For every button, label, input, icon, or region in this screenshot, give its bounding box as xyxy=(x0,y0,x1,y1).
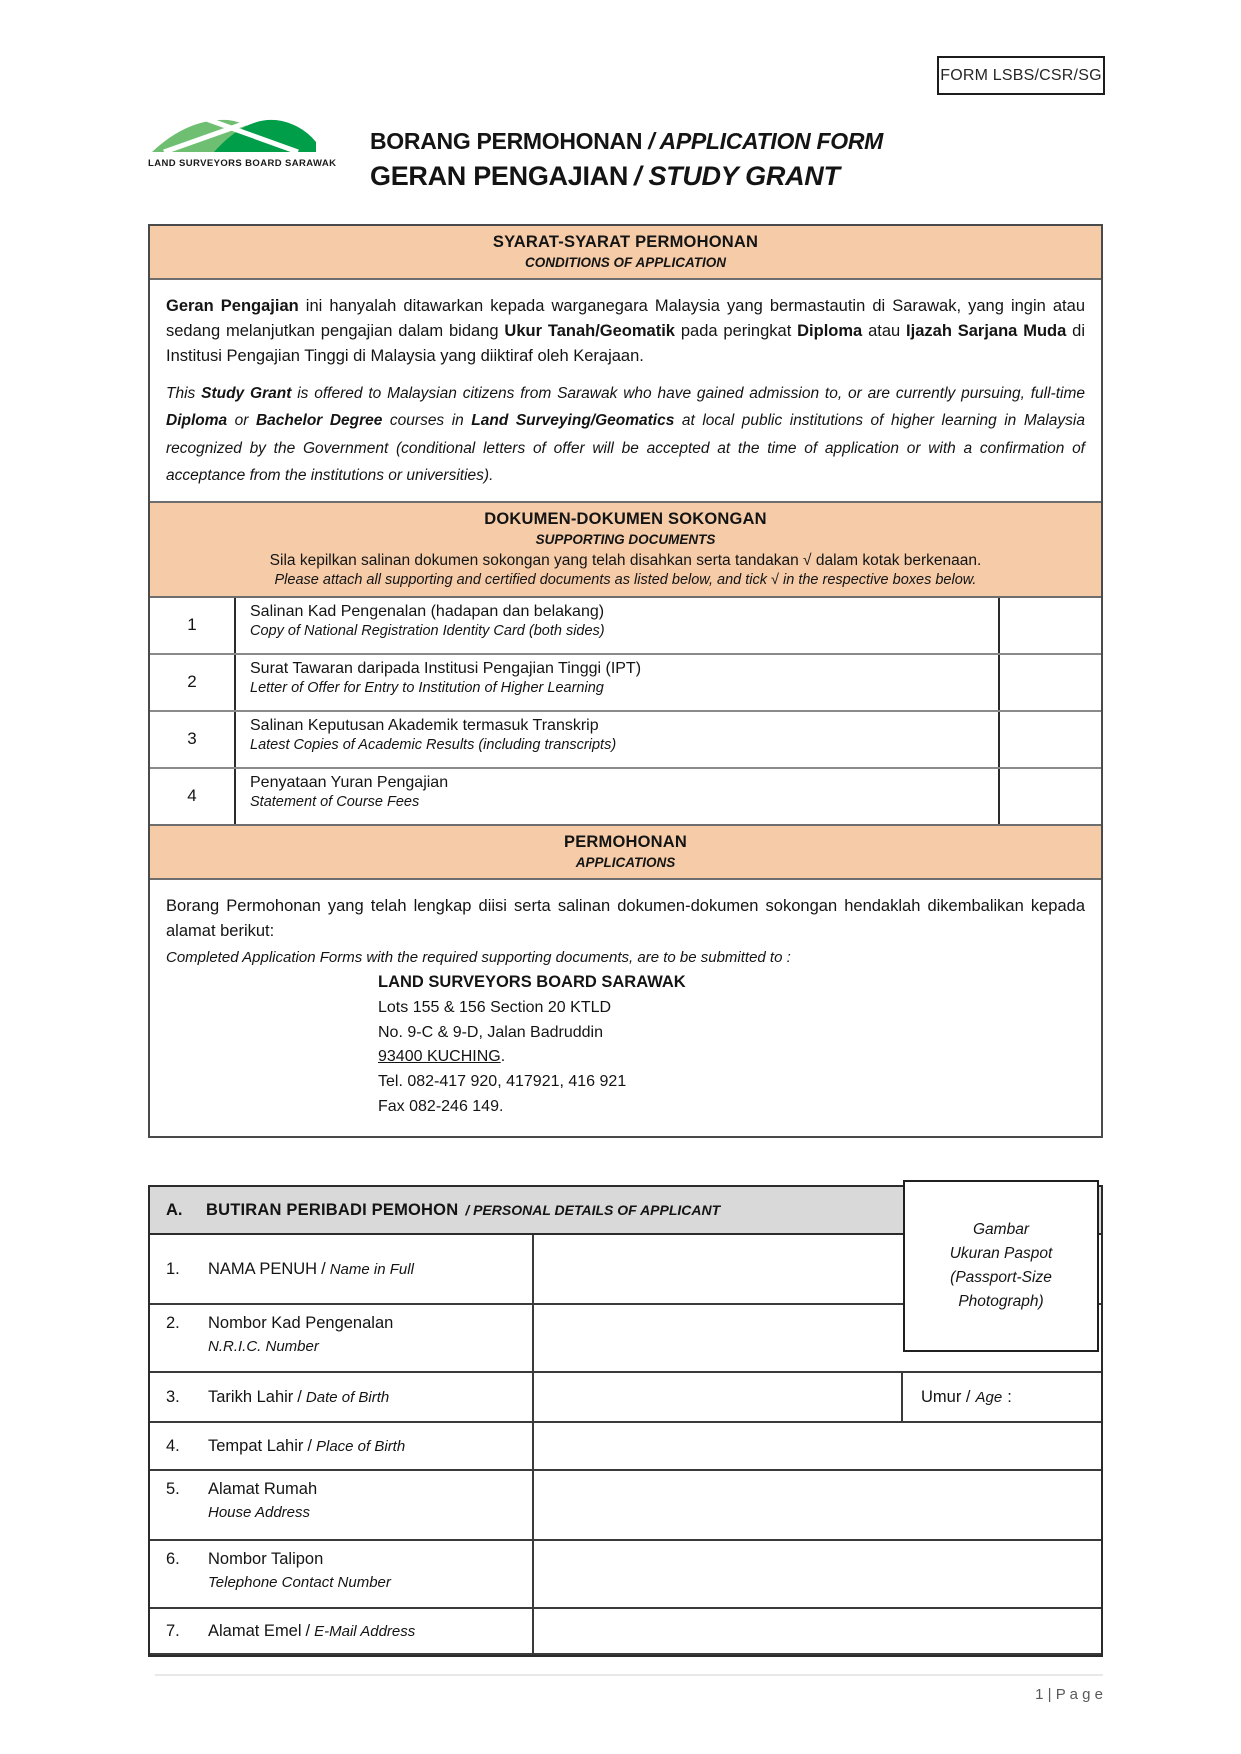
field-number: 7. xyxy=(166,1621,180,1640)
document-header xyxy=(148,110,883,192)
field-row-telephone xyxy=(150,1541,1101,1609)
house-address-input-cell[interactable] xyxy=(534,1471,1101,1539)
tick-box-1[interactable] xyxy=(1000,598,1101,653)
title-ms-1: BORANG PERMOHONAN xyxy=(370,128,643,154)
field-number: 4. xyxy=(166,1436,180,1455)
tick-box-3[interactable] xyxy=(1000,712,1101,767)
field-label xyxy=(150,1235,534,1303)
tick-box-2[interactable] xyxy=(1000,655,1101,710)
field-number: 5. xyxy=(166,1480,180,1498)
field-number: 1. xyxy=(166,1259,180,1278)
field-row-house-address xyxy=(150,1471,1101,1541)
applications-paragraph-ms: Borang Permohonan yang telah lengkap diisi serta salinan dokumen-dokumen sokongan hendaklah dikembalikan kepada alamat berikut: xyxy=(166,896,1085,940)
age-label-ms: Umur / xyxy=(921,1387,971,1406)
dob-input-cell[interactable] xyxy=(534,1373,903,1421)
documents-instruction-ms: Sila kepilkan salinan dokumen sokongan yang telah disahkan serta tandakan √ dalam kotak berkenaan. xyxy=(269,551,982,569)
field-text: Nombor Talipon Telephone Contact Number xyxy=(208,1550,391,1591)
documents-instruction-en: Please attach all supporting and certified documents as listed below, and tick √ in the respective boxes below. xyxy=(274,571,977,588)
section-letter: A. xyxy=(166,1200,183,1219)
telephone-input-cell[interactable] xyxy=(534,1541,1101,1607)
document-row-3 xyxy=(150,712,1101,769)
address-line-2: No. 9-C & 9-D, Jalan Badruddin xyxy=(378,1023,603,1041)
field-label xyxy=(150,1373,534,1421)
submission-address xyxy=(378,970,1085,1120)
board-logo xyxy=(148,110,337,169)
field-number: 3. xyxy=(166,1387,180,1406)
conditions-paragraph-en: This Study Grant is offered to Malaysian citizens from Sarawak who have gained admission to, or are currently pursuing, full-time Diploma or Bachelor Degree courses in Land Surveying/Geomatics at local public institutions of higher learning in Malaysia recognized by the Government (conditional letters of offer will be accepted at the time of application or with a confirmation of acceptance from the institutions or universities). xyxy=(166,385,1085,484)
photo-box-line: Photograph) xyxy=(958,1293,1044,1311)
conditions-title-en: CONDITIONS OF APPLICATION xyxy=(525,255,726,270)
field-text: NAMA PENUH / Name in Full xyxy=(208,1259,414,1278)
field-text: Tarikh Lahir / Date of Birth xyxy=(208,1387,390,1406)
conditions-body xyxy=(150,280,1101,503)
applications-paragraph-en: Completed Application Forms with the required supporting documents, are to be submitted to : xyxy=(166,949,791,967)
document-label-en: Statement of Course Fees xyxy=(250,793,420,810)
passport-photo-box xyxy=(903,1180,1099,1352)
documents-title-ms: DOKUMEN-DOKUMEN SOKONGAN xyxy=(484,509,767,528)
photo-box-line: Gambar xyxy=(973,1220,1029,1238)
field-text: Nombor Kad Pengenalan N.R.I.C. Number xyxy=(208,1314,394,1355)
field-label xyxy=(150,1305,534,1371)
applications-title-ms: PERMOHONAN xyxy=(563,832,687,851)
document-row-4 xyxy=(150,769,1101,826)
documents-table xyxy=(150,598,1101,826)
document-label-ms: Salinan Kad Pengenalan (hadapan dan belakang) xyxy=(250,602,605,620)
main-content xyxy=(148,224,1103,1138)
documents-title-en: SUPPORTING DOCUMENTS xyxy=(535,531,716,547)
document-label-en: Copy of National Registration Identity Card (both sides) xyxy=(250,622,605,639)
document-number: 2 xyxy=(150,655,236,710)
document-row-1 xyxy=(150,598,1101,655)
document-label-ms: Penyataan Yuran Pengajian xyxy=(250,773,449,791)
form-titles xyxy=(370,110,883,192)
document-description xyxy=(236,712,1000,767)
personal-title-en: / PERSONAL DETAILS OF APPLICANT xyxy=(465,1202,721,1218)
field-number: 6. xyxy=(166,1550,180,1568)
document-description xyxy=(236,769,1000,824)
address-city-period: . xyxy=(500,1048,506,1066)
age-label-en: Age xyxy=(975,1388,1003,1406)
field-label xyxy=(150,1423,534,1469)
field-label xyxy=(150,1471,534,1539)
field-row-dob xyxy=(150,1373,1101,1423)
page-number: 1 | P a g e xyxy=(1035,1686,1103,1703)
document-number: 3 xyxy=(150,712,236,767)
field-label xyxy=(150,1609,534,1653)
field-text: Tempat Lahir / Place of Birth xyxy=(208,1436,406,1455)
photo-box-line: (Passport-Size xyxy=(950,1269,1052,1286)
age-field-cell[interactable] xyxy=(903,1373,1101,1421)
applications-title-en: APPLICATIONS xyxy=(575,854,676,870)
address-line-3 xyxy=(378,1045,1085,1070)
document-number: 4 xyxy=(150,769,236,824)
document-label-en: Latest Copies of Academic Results (including transcripts) xyxy=(250,736,617,753)
address-line-1: Lots 155 & 156 Section 20 KTLD xyxy=(378,998,612,1016)
document-number: 1 xyxy=(150,598,236,653)
document-label-en: Letter of Offer for Entry to Institution of Higher Learning xyxy=(250,679,604,696)
field-label xyxy=(150,1541,534,1607)
title-en-1: / APPLICATION FORM xyxy=(648,128,883,154)
documents-header xyxy=(150,503,1101,598)
conditions-paragraph-ms: Geran Pengajian ini hanyalah ditawarkan kepada warganegara Malaysia yang bermastautin di Sarawak, yang ingin atau sedang melanjutkan pengajian dalam bidang Ukur Tanah/Geomatik pada peringkat Diploma atau Ijazah Sarjana Muda di Institusi Pengajian Tinggi di Malaysia yang diiktiraf oleh Kerajaan. xyxy=(166,297,1085,365)
document-label-ms: Surat Tawaran daripada Institusi Pengajian Tinggi (IPT) xyxy=(250,659,642,677)
personal-title-ms: BUTIRAN PERIBADI PEMOHON xyxy=(206,1200,459,1219)
title-ms-2: GERAN PENGAJIAN xyxy=(370,161,629,191)
document-description xyxy=(236,655,1000,710)
tick-box-4[interactable] xyxy=(1000,769,1101,824)
title-en-2: / STUDY GRANT xyxy=(634,161,840,191)
field-row-email xyxy=(150,1609,1101,1655)
form-title-line1 xyxy=(370,128,883,155)
conditions-title-ms: SYARAT-SYARAT PERMOHONAN xyxy=(492,233,759,251)
address-telephone: Tel. 082-417 920, 417921, 416 921 xyxy=(378,1073,627,1091)
field-text: Alamat Rumah House Address xyxy=(208,1480,318,1521)
address-city: 93400 KUCHING xyxy=(378,1048,501,1066)
applications-body xyxy=(150,880,1101,1136)
field-row-pob xyxy=(150,1423,1101,1471)
email-input-cell[interactable] xyxy=(534,1609,1101,1653)
address-fax: Fax 082-246 149. xyxy=(378,1098,504,1115)
field-text: Alamat Emel / E-Mail Address xyxy=(208,1621,416,1640)
board-logo-caption: LAND SURVEYORS BOARD SARAWAK xyxy=(148,158,337,169)
age-label-colon: : xyxy=(1007,1387,1012,1406)
field-number: 2. xyxy=(166,1314,180,1332)
photo-box-line: Ukuran Paspot xyxy=(949,1244,1053,1262)
footer-rule xyxy=(155,1674,1103,1676)
address-name: LAND SURVEYORS BOARD SARAWAK xyxy=(378,973,686,992)
conditions-header xyxy=(150,226,1101,280)
applications-header xyxy=(150,826,1101,880)
document-row-2 xyxy=(150,655,1101,712)
board-logo-icon xyxy=(148,110,320,156)
document-label-ms: Salinan Keputusan Akademik termasuk Transkrip xyxy=(250,716,599,734)
document-description xyxy=(236,598,1000,653)
form-title-line2 xyxy=(370,161,883,192)
personal-details-section xyxy=(148,1185,1103,1657)
form-code-badge: FORM LSBS/CSR/SG xyxy=(937,56,1105,95)
pob-input-cell[interactable] xyxy=(534,1423,1101,1469)
